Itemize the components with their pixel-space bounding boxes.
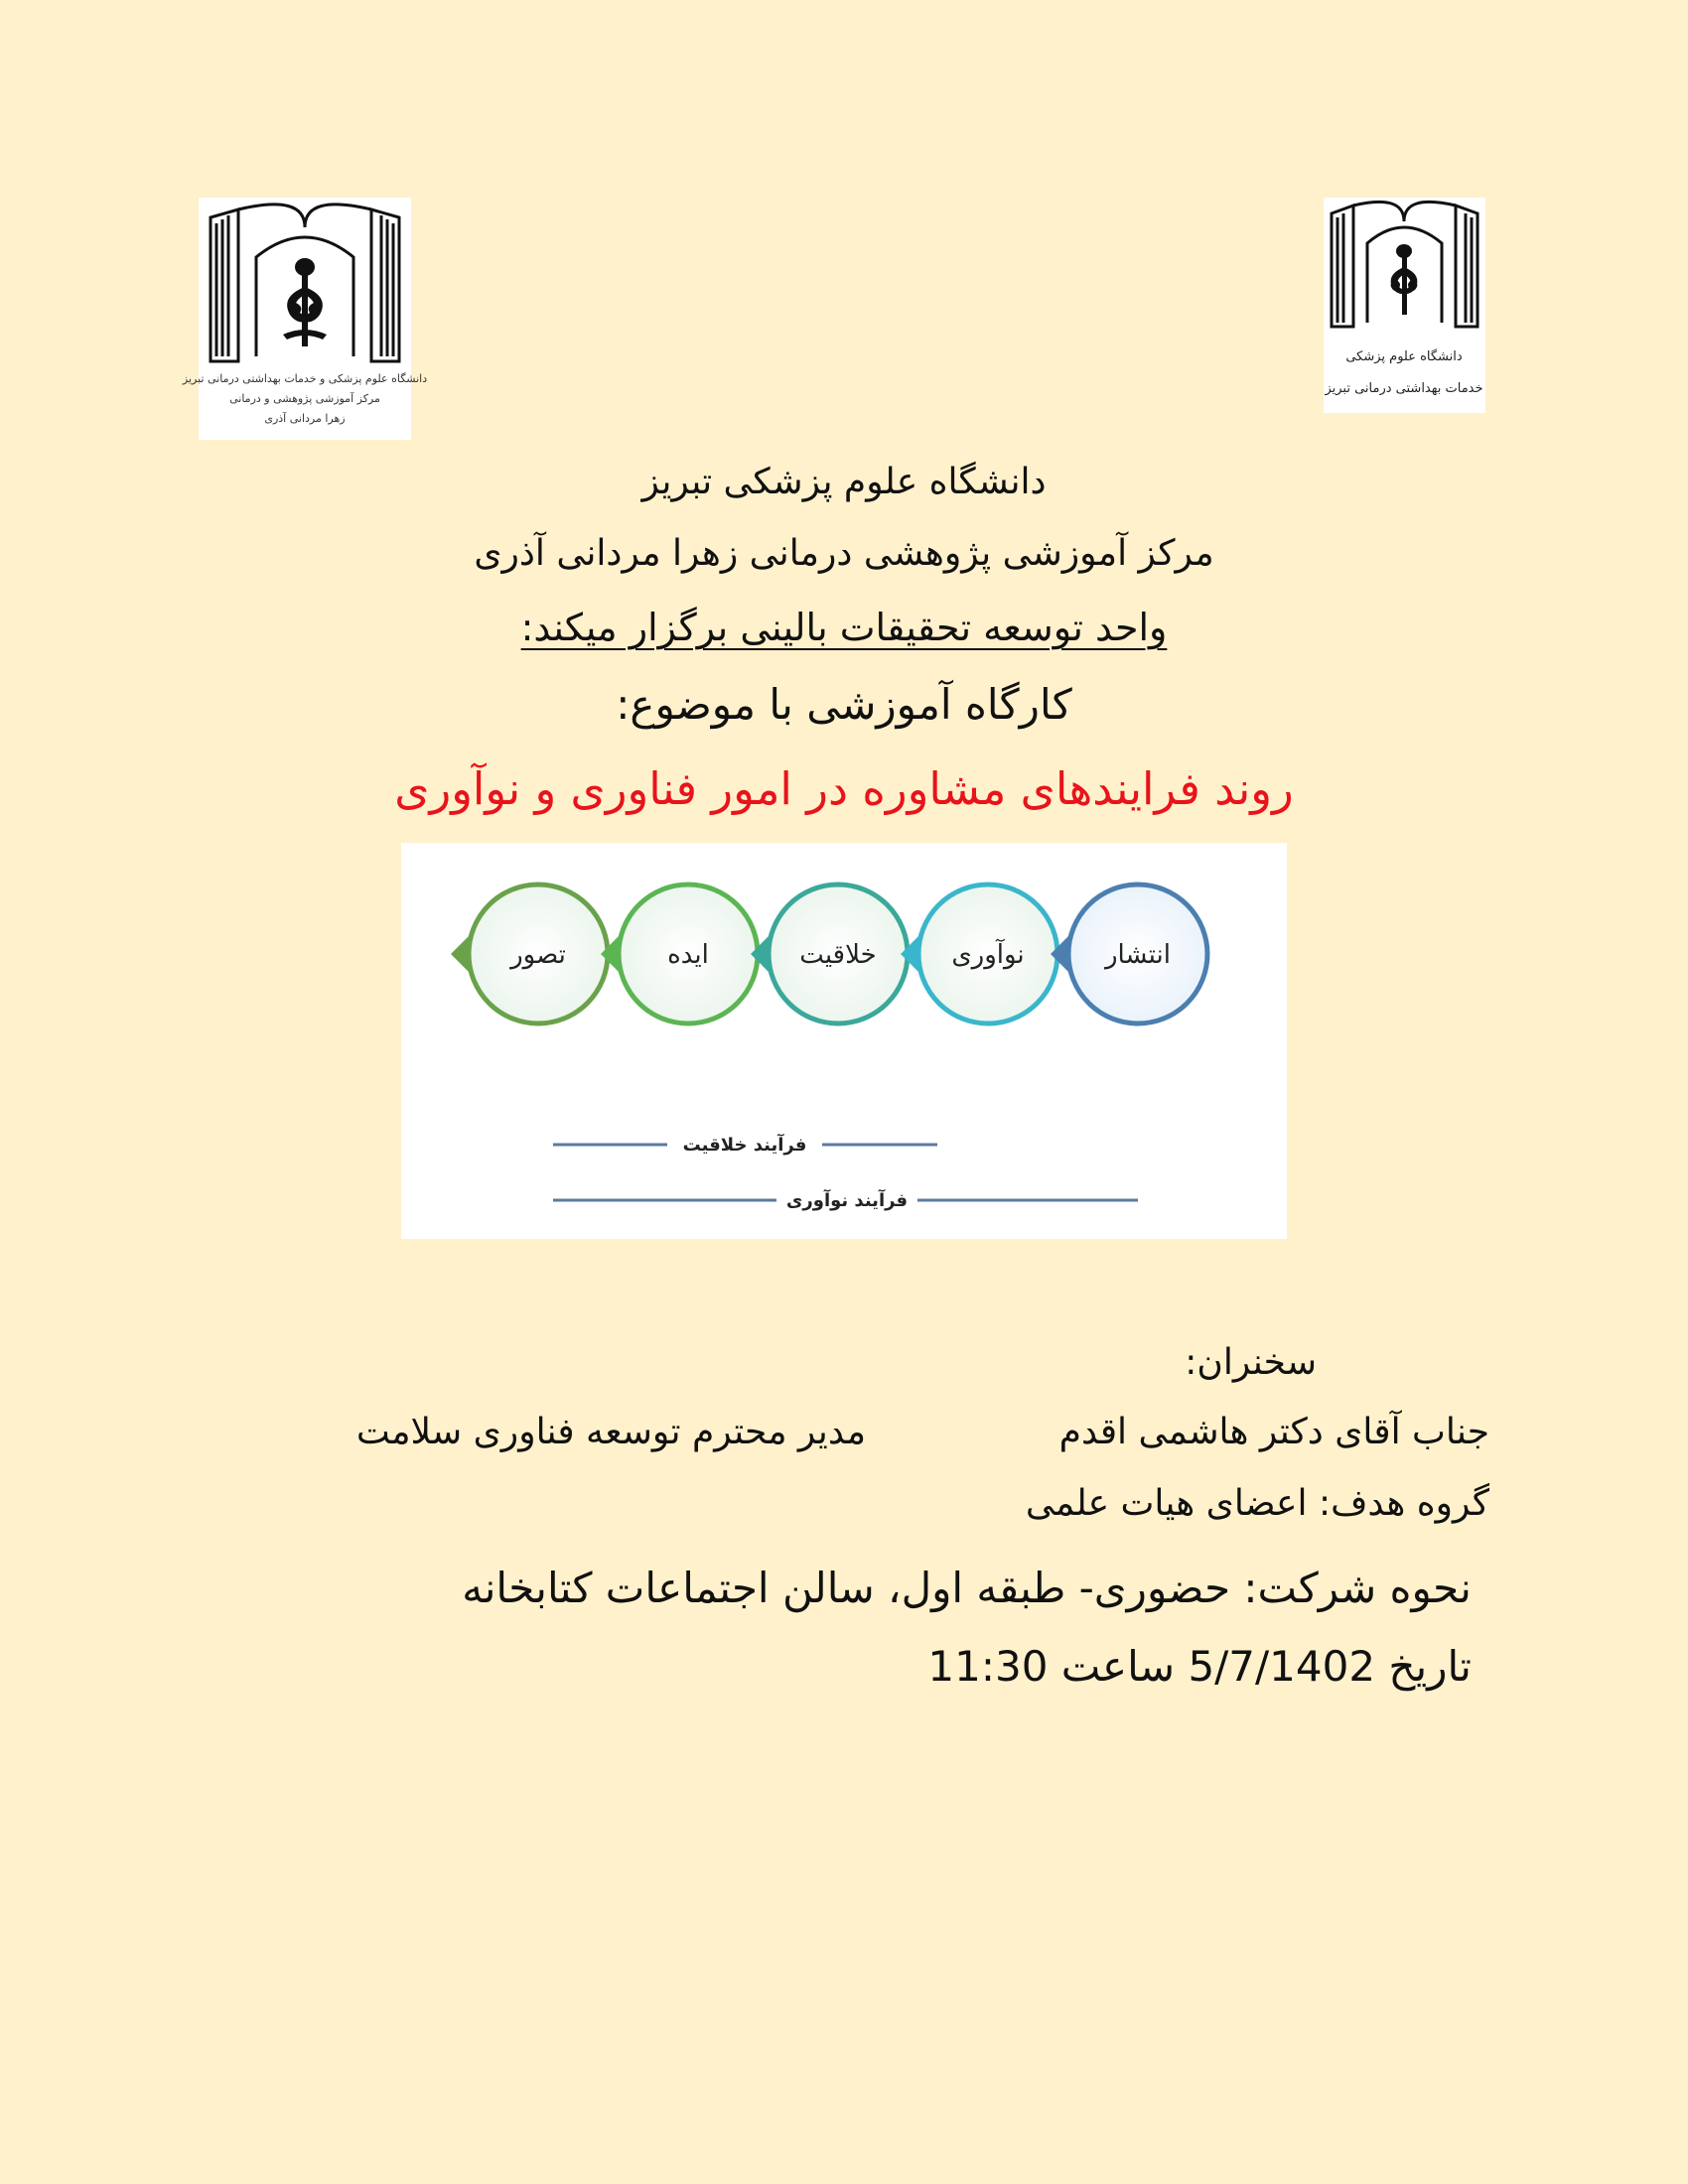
innovation-process-label: فرآیند نوآوری — [785, 1190, 909, 1211]
right-logo-line-2: خدمات بهداشتی درمانی تبریز — [1325, 381, 1483, 396]
right-logo-caption — [1324, 348, 1482, 396]
process-step — [601, 885, 758, 1024]
center-name: مرکز آموزشی پژوهشی درمانی زهرا مردانی آذری — [474, 533, 1214, 574]
right-logo-line-1: دانشگاه علوم پزشکی — [1345, 349, 1463, 364]
process-step — [451, 885, 608, 1024]
left-logo-caption — [182, 372, 427, 425]
speakers-heading: سخنران: — [1185, 1342, 1317, 1383]
book-emblem-icon — [1324, 198, 1485, 413]
unit-heading: واحد توسعه تحقیقات بالینی برگزار میکند: — [520, 606, 1168, 649]
process-step-label: انتشار — [1105, 940, 1171, 970]
left-logo-line-1: دانشگاه علوم پزشکی و خدمات بهداشتی درمانی تبریز — [182, 372, 428, 385]
university-name: دانشگاه علوم پزشکی تبریز — [641, 462, 1047, 502]
process-step-label: ایده — [667, 940, 709, 970]
target-group: گروه هدف: اعضای هیات علمی — [1025, 1483, 1489, 1524]
right-university-logo — [1324, 198, 1485, 413]
process-step-label: تصور — [510, 940, 566, 970]
left-logo-line-2: مرکز آموزشی پژوهشی و درمانی — [229, 392, 380, 405]
process-step — [751, 885, 908, 1024]
process-step-label: خلاقیت — [799, 940, 877, 970]
process-step — [1051, 885, 1207, 1024]
left-logo-line-3: زهرا مردانی آذری — [264, 412, 346, 425]
process-step — [901, 885, 1057, 1024]
workshop-topic: روند فرایندهای مشاوره در امور فناوری و نوآوری — [394, 762, 1294, 815]
workshop-label: کارگاه آموزشی با موضوع: — [616, 680, 1072, 729]
process-step-label: نوآوری — [951, 940, 1025, 970]
left-university-logo — [182, 198, 428, 440]
date-time: تاریخ 5/7/1402 ساعت 11:30 — [927, 1642, 1472, 1691]
creativity-process-label: فرآیند خلاقیت — [682, 1135, 807, 1156]
process-diagram — [401, 843, 1287, 1239]
speaker-name: جناب آقای دکتر هاشمی اقدم — [1058, 1412, 1489, 1452]
attendance-mode: نحوه شرکت: حضوری- طبقه اول، سالن اجتماعات کتابخانه — [462, 1564, 1472, 1612]
speaker-role: مدیر محترم توسعه فناوری سلامت — [355, 1412, 866, 1452]
book-emblem-icon — [182, 198, 428, 440]
